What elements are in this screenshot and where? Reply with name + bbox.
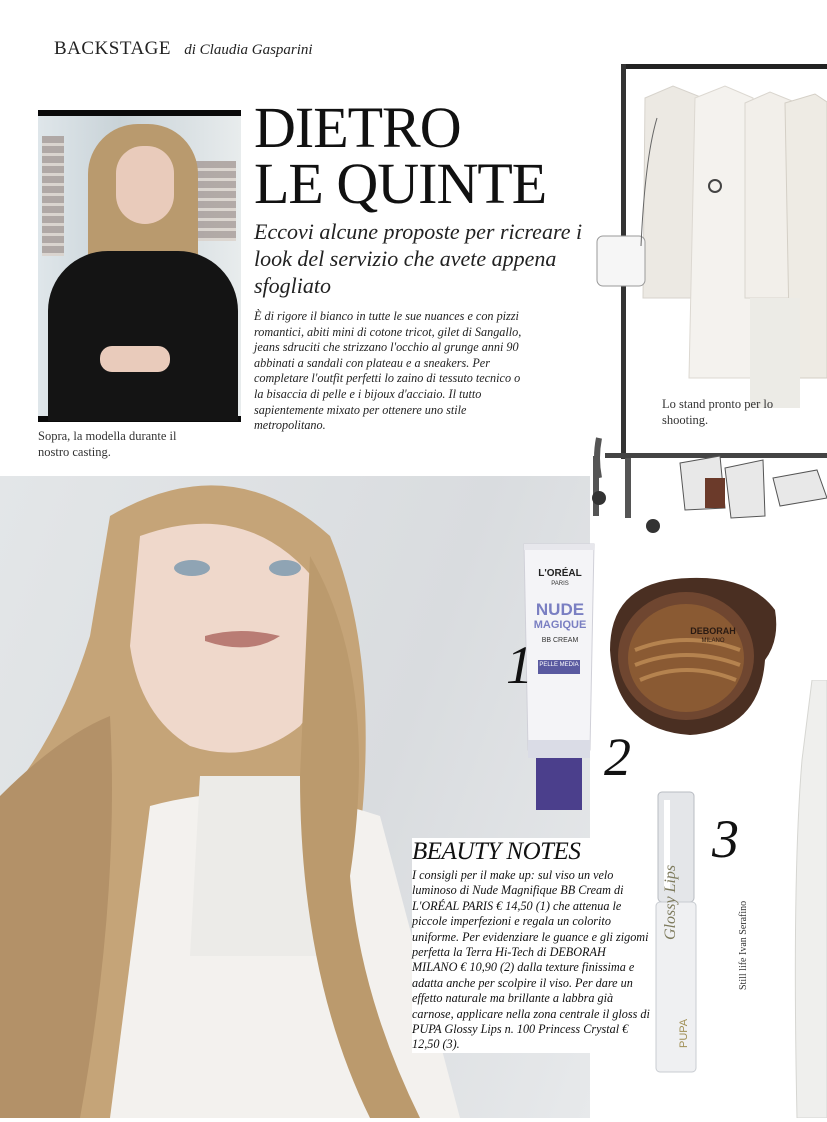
loreal-paris: PARIS [551, 581, 569, 587]
product-number-1: 1 [506, 635, 533, 695]
pupa-brand: PUPA [678, 1018, 690, 1048]
beauty-notes-text: I consigli per il make up: sul viso un velo luminoso di Nude Magnifique BB Cream di L'ORÉAL PARIS € 14,50 (1) che attenua le piccole imperfezioni e regala un colorito uniforme. Per evidenziare le guance e gli zigomi perfetta la Terra Hi-Tech di DEBORAH MILANO € 10,90 (2) dalla texture finissima e adatta anche per scolpire il viso. Per dare un effetto naturale ma brillante a labbra già carnose, applicare nella zona centrale il gloss di PUPA Glossy Lips n. 100 Princess Crystal € 12,50 (3). [412, 868, 650, 1052]
clothing-rack-photo [585, 58, 827, 548]
loreal-sub: BB CREAM [541, 637, 579, 644]
casting-caption: Sopra, la modella durante il nostro casting. [38, 429, 177, 459]
pupa-gloss-product [650, 790, 700, 1080]
loreal-name-2: MAGIQUE [533, 619, 587, 631]
deborah-terra-product [600, 570, 780, 740]
product-number-3: 3 [712, 809, 739, 869]
product-number-2: 2 [604, 727, 631, 787]
white-garment-photo [792, 680, 827, 1118]
rack-illustration [585, 58, 827, 548]
headline-line-2: LE QUINTE [254, 151, 547, 216]
pupa-script: Glossy Lips [662, 864, 679, 940]
loreal-brand: L'ORÉAL [538, 568, 582, 579]
deborah-sub: MILANO [701, 638, 725, 644]
intro-paragraph: È di rigore il bianco in tutte le sue nuances e con pizzi romantici, abiti mini di cotone tricot, gilet di Sangallo, jeans sdruciti che strizzano l'occhio al grunge anni 90 abbinati a sandali con plateau e a sneakers. Per completare l'outfit perfetti lo zaino di tessuto tecnico o la bisaccia di pelle e i bijoux d'acciaio. Il tutto sapientemente mixato per ottenere uno stile metropolitano. [254, 309, 522, 433]
photo-credit: Still life Ivan Serafino [738, 900, 749, 990]
beauty-notes-title: BEAUTY NOTES [412, 838, 581, 865]
headline-line-1: DIETRO [254, 95, 461, 160]
rack-caption: Lo stand pronto per lo shooting. [662, 397, 774, 427]
section-header [54, 38, 313, 60]
casting-photo [38, 110, 241, 422]
headline [254, 95, 547, 216]
beauty-notes-box [412, 838, 650, 1053]
loreal-name-1: NUDE [535, 600, 585, 619]
byline: di Claudia Gasparini [184, 42, 313, 58]
loreal-shade: PELLE MEDIA [539, 662, 579, 668]
subheadline: Eccovi alcune proposte per ricreare i look del servizio che avete appena sfogliato [254, 219, 583, 298]
section-label: BACKSTAGE [54, 38, 171, 59]
deborah-brand: DEBORAH [690, 626, 736, 636]
